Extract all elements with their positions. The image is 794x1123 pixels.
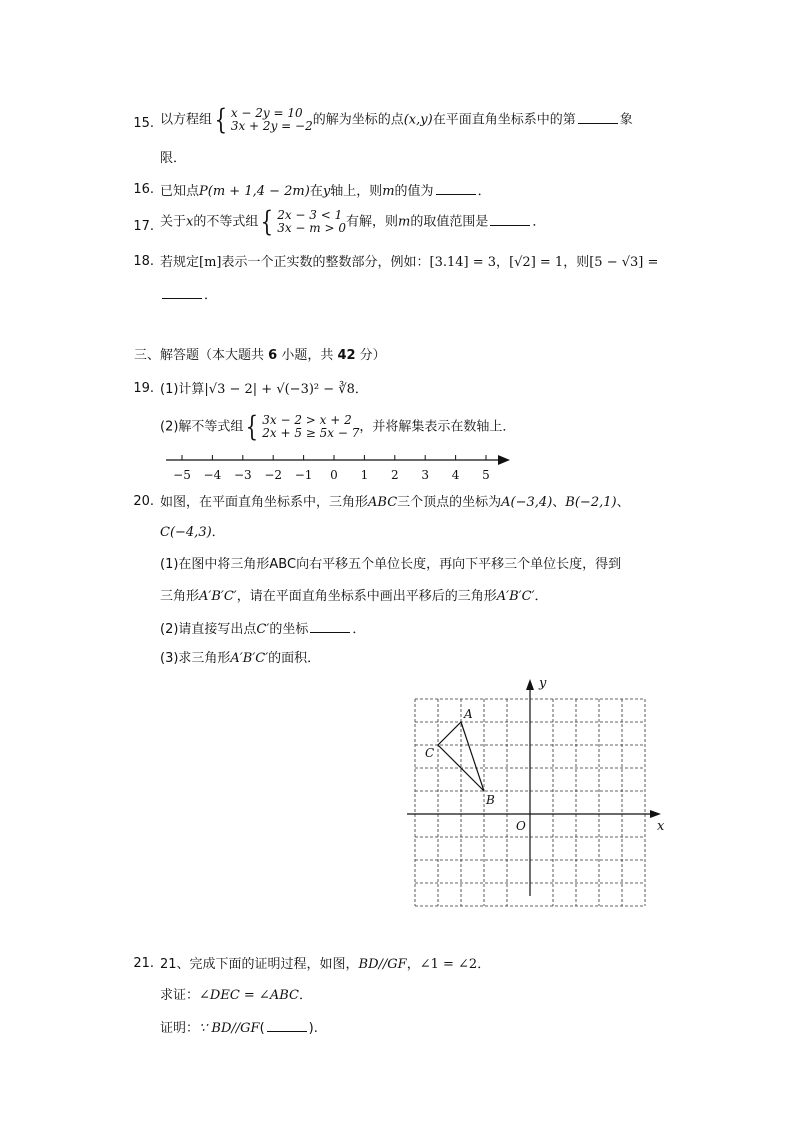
q18-expr: [3.14] = 3	[429, 255, 497, 270]
q20-line6	[160, 650, 320, 668]
number-line-tick-label: 0	[330, 468, 338, 482]
q19-ineq2: 2x + 5 ≥ 5x − 7	[262, 426, 360, 440]
q20-c-prime: C′	[256, 622, 270, 637]
q17-text: 关于	[160, 214, 187, 230]
q15-answer-blank[interactable]	[578, 111, 618, 124]
q19-inequality-system: { 3x − 2 > x + 2 2x + 5 ≥ 5x − 7	[246, 410, 360, 443]
q17-answer-blank[interactable]	[490, 213, 530, 226]
section-heading-text: 小题，共	[277, 348, 338, 363]
q20-number: 20.	[133, 494, 154, 509]
q19-expression: |√3 − 2| + √(−3)² − ∛8	[204, 382, 355, 397]
q16-text: 已知点	[160, 184, 200, 199]
q21-text: ，	[406, 957, 420, 972]
q20-triangle-prime: A′B′C′	[496, 589, 535, 604]
vertex-b-label: B	[486, 793, 495, 807]
q19-part2	[160, 410, 516, 443]
q16-answer-blank[interactable]	[436, 182, 476, 195]
q15-text: 的解为坐标的点	[312, 112, 404, 128]
q21-line3	[160, 1019, 318, 1038]
q15-eq2: 3x + 2y = −2	[230, 119, 313, 133]
number-line-arrow	[498, 455, 510, 465]
q21-text: 21、完成下面的证明过程，如图，	[160, 957, 359, 972]
q17-text: 的不等式组	[193, 214, 259, 230]
q15-text: 象	[619, 112, 633, 128]
triangle-abc	[438, 722, 484, 791]
q19-part1	[160, 381, 368, 399]
q15-line2: 限．	[160, 151, 187, 166]
q21-number: 21.	[133, 956, 154, 971]
number-line-tick-label: −3	[233, 468, 252, 482]
q21-text: ．	[298, 988, 312, 1003]
q20-text: ，请在平面直角坐标系中画出平移后的三角形	[236, 589, 497, 604]
section-heading-text: 分）	[355, 348, 386, 363]
vertex-a-label: A	[464, 707, 473, 721]
q17-var: x	[186, 214, 194, 230]
q20-text: (3)求三角形	[160, 651, 231, 666]
number-line-tick-label: 1	[360, 468, 369, 482]
q21-text: (	[259, 1021, 265, 1036]
q21-claim: ∠DEC = ∠ABC	[199, 988, 299, 1003]
origin-label: O	[516, 819, 526, 833]
x-axis-arrow	[650, 810, 661, 818]
q17-text: ．	[532, 214, 546, 230]
q17-ineq2: 3x − m > 0	[277, 221, 346, 235]
q18-number: 18.	[133, 254, 154, 269]
q20-text: ．	[211, 525, 225, 540]
q16-var: y	[322, 184, 331, 199]
q16-text: 轴上，则	[330, 184, 383, 199]
q15-eq1: x − 2y = 10	[230, 106, 303, 120]
q19-text: (1)计算	[160, 382, 205, 397]
number-line-tick-label: 5	[482, 468, 490, 482]
number-line	[166, 455, 510, 482]
q16-var: m	[382, 184, 395, 199]
q16-text: 的值为	[394, 184, 434, 199]
q15-text: 在平面直角坐标系中的第	[432, 112, 576, 128]
q20-text: 如图，在平面直角坐标系中，三角形	[160, 495, 369, 510]
q18-expr: [m]	[199, 255, 222, 270]
q20-line3: (1)在图中将三角形ABC向右平移五个单位长度，再向下平移三个单位长度，得到	[160, 557, 622, 572]
q15-line1	[160, 103, 633, 136]
q20-text: 三个顶点的坐标为	[397, 495, 502, 510]
q15-point: (x,y)	[403, 112, 433, 128]
coordinate-grid	[407, 676, 665, 906]
q17-ineq1: 2x − 3 < 1	[277, 208, 343, 222]
q20-text: 三角形	[160, 589, 200, 604]
q21-angles: ∠1 = ∠2	[419, 957, 478, 972]
section-heading	[134, 347, 386, 365]
q16-line	[160, 182, 491, 201]
q15-equation-system: { x − 2y = 10 3x + 2y = −2	[214, 103, 313, 136]
number-line-tick-label: 2	[390, 468, 399, 482]
x-axis-label: x	[657, 819, 665, 834]
q15-number: 15.	[133, 116, 154, 131]
q19-ineq1: 3x − 2 > x + 2	[262, 413, 352, 427]
q18-text: 若规定	[160, 255, 200, 270]
q20-text: 的面积．	[268, 651, 321, 666]
q21-text: 求证：	[160, 988, 200, 1003]
q17-line	[160, 205, 546, 238]
q20-point-b: B(−2,1)	[565, 495, 617, 510]
q17-number: 17.	[133, 219, 154, 234]
q20-line5	[160, 620, 365, 639]
q21-given: ∵ BD//GF	[199, 1021, 260, 1036]
q17-inequality-system: { 2x − 3 < 1 3x − m > 0	[261, 205, 346, 238]
section-heading-score: 42	[337, 348, 356, 363]
number-line-tick-label: −1	[294, 468, 313, 482]
q15-text: 以方程组	[160, 112, 213, 128]
q20-text: 、	[616, 495, 630, 510]
q17-var: m	[398, 214, 411, 230]
q20-triangle-name: ABC	[368, 495, 398, 510]
number-line-tick-label: −4	[203, 468, 222, 482]
q21-line2	[160, 987, 312, 1005]
q20-text: 、	[552, 495, 566, 510]
q18-line2	[160, 286, 217, 305]
q21-text: ).	[308, 1021, 318, 1036]
number-line-tick-label: 4	[451, 468, 460, 482]
q19-text: (2)解不等式组	[160, 419, 244, 435]
q20-text: 的坐标	[269, 622, 309, 637]
q16-text: ．	[477, 184, 491, 199]
q18-text: ．	[204, 288, 218, 303]
q17-text: 有解，则	[346, 214, 399, 230]
q20-line2	[160, 524, 225, 542]
q20-point-c: C(−4,3)	[160, 525, 212, 540]
q19-number: 19.	[133, 381, 154, 396]
q18-expr: [5 − √3] =	[589, 255, 659, 270]
section-heading-count: 6	[268, 348, 278, 363]
q20-text: ．	[352, 622, 366, 637]
q20-point-a: A(−3,4)	[501, 495, 553, 510]
q21-text: ．	[477, 957, 491, 972]
q20-triangle-prime: A′B′C′	[230, 651, 269, 666]
section-heading-text: 三、解答题（本大题共	[134, 348, 269, 363]
q18-expr: [√2] = 1	[509, 255, 564, 270]
q20-text: (2)请直接写出点	[160, 622, 257, 637]
q18-text: ，	[496, 255, 510, 270]
q20-line1	[160, 494, 630, 512]
y-axis-label: y	[539, 676, 547, 691]
q16-text: 在	[309, 184, 323, 199]
y-axis-arrow	[526, 679, 534, 690]
q20-text: ．	[534, 589, 548, 604]
q21-text: 证明：	[160, 1021, 200, 1036]
q20-line4	[160, 588, 548, 606]
q18-line1	[160, 254, 658, 272]
number-line-tick-label: −5	[173, 468, 191, 482]
q18-text: ，则	[563, 255, 590, 270]
number-line-tick-label: 3	[421, 468, 430, 482]
q18-text: 表示一个正实数的整数部分，例如：	[221, 255, 430, 270]
q16-point: P(m + 1,4 − 2m)	[199, 184, 310, 199]
q21-parallel: BD//GF	[358, 957, 407, 972]
q21-answer-blank[interactable]	[267, 1019, 307, 1032]
q17-text: 的取值范围是	[410, 214, 489, 230]
q20-answer-blank[interactable]	[310, 620, 350, 633]
q18-answer-blank[interactable]	[162, 286, 202, 299]
q16-number: 16.	[133, 182, 154, 197]
vertex-c-label: C	[425, 746, 435, 760]
q21-line1	[160, 956, 490, 974]
q19-text: ．	[354, 382, 368, 397]
q20-triangle-prime: A′B′C′	[199, 589, 237, 604]
number-line-tick-label: −2	[264, 468, 283, 482]
q19-text: ，并将解集表示在数轴上．	[359, 419, 516, 435]
